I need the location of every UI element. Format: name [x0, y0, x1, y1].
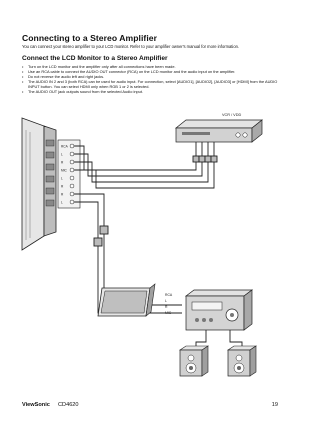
instruction-item: • The AUDIO OUT jack outputs sound from the selected Audio input.	[28, 89, 286, 94]
jack-label: L	[61, 152, 63, 157]
vcr-device	[176, 113, 262, 142]
left-speaker	[180, 346, 208, 376]
jack-label: RCA	[165, 293, 173, 297]
vcr-cables	[74, 142, 217, 188]
instruction-item: • Use an RCA cable to connect the AUDIO OUT connector (RCA) on the LCD monitor and the audio input on the amplifier.	[28, 69, 286, 74]
page-number: 19	[271, 402, 278, 408]
jack-label: MIC	[165, 311, 172, 315]
jack-label: RCA	[61, 144, 68, 149]
lcd-monitor-front-view	[98, 284, 155, 316]
brand-name: ViewSonic	[22, 402, 50, 408]
page-title: Connecting to a Stereo Amplifier	[22, 33, 157, 43]
jack-label: R	[165, 305, 168, 309]
jack-label: L	[61, 176, 63, 181]
jack-label: MIC	[61, 168, 67, 173]
monitor-jack-panel	[58, 140, 80, 208]
jack-label: R	[61, 160, 64, 165]
jack-label: R	[61, 192, 64, 197]
page-footer	[22, 402, 278, 412]
instruction-item: • Turn on the LCD monitor and the amplifier only after all connections have been made.	[28, 64, 286, 69]
intro-text: You can connect your stereo amplifier to your LCD monitor. Refer to your amplifier owner's manual for more information.	[22, 44, 240, 49]
instruction-item: • The AUDIO IN 2 and 3 (both RCA) can be used for audio input. For connection, select [AUDIO1], [AUDIO2], [AUDIO3] or [HDMI] from the AUDIO INPUT button. You can select HDMI only when RGB 1 or 2 is selected.	[28, 79, 286, 89]
vcr-label: VCR / VDD	[222, 113, 242, 117]
jack-label: L	[61, 200, 63, 205]
section-title: Connect the LCD Monitor to a Stereo Amplifier	[22, 55, 168, 62]
right-speaker	[228, 346, 256, 376]
jack-label: R	[61, 184, 64, 189]
jack-label: L	[165, 299, 167, 303]
lcd-monitor-side-view	[22, 118, 56, 250]
model-number: CD4620	[58, 402, 79, 408]
stereo-amplifier	[186, 290, 252, 330]
instruction-item: • Do not reverse the audio left and right jacks.	[28, 74, 286, 79]
